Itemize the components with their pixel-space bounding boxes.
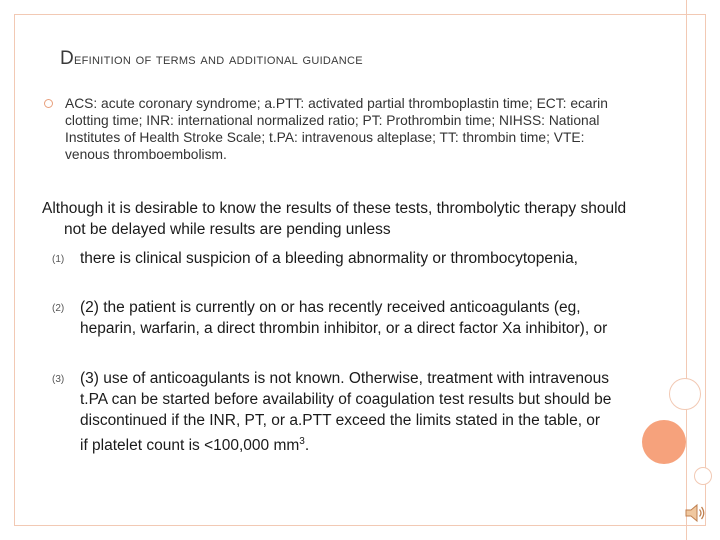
decorative-circle-outline bbox=[669, 378, 701, 410]
list-item-text bbox=[80, 368, 612, 456]
speaker-icon[interactable] bbox=[684, 502, 706, 524]
abbreviations-text: ACS: acute coronary syndrome; a.PTT: activated partial thromboplastin time; ECT: ecarin clotting time; INR: international normalized ratio; PT: Prothrombin time; NIHSS: National Institutes of Health Stroke Scale; t.PA: intravenous alteplase; TT: thrombin time; VTE: venous thromboembolism. bbox=[65, 96, 608, 162]
superscript: 3 bbox=[299, 436, 305, 447]
title-rest: efinition of terms and additional guidance bbox=[74, 51, 363, 68]
list-item bbox=[52, 368, 612, 456]
title-initial: D bbox=[60, 48, 75, 69]
list-item-text: (2) the patient is currently on or has recently received anticoagulants (eg, heparin, warfarin, a direct thrombin inhibitor, or a direct factor Xa inhibitor), or bbox=[80, 299, 608, 337]
list-item-end: . bbox=[304, 437, 310, 455]
abbreviations-bullet bbox=[44, 95, 624, 163]
list-item bbox=[52, 297, 612, 339]
ring-bullet-icon bbox=[44, 99, 53, 108]
decorative-side-line bbox=[686, 0, 687, 540]
list-item-text: there is clinical suspicion of a bleeding abnormality or thrombocytopenia, bbox=[80, 250, 578, 267]
slide-title bbox=[60, 48, 660, 70]
decorative-circle-small bbox=[694, 467, 712, 485]
list-item-marker: (1) bbox=[52, 254, 65, 265]
list-item-body: (3) use of anticoagulants is not known. Otherwise, treatment with intravenous t.PA can be started before availability of coagulation test results but should be discontinued if the INR, PT, or a.PTT exceed the limits stated in the table, or if platelet count is <100,000 mm bbox=[80, 370, 612, 455]
list-item bbox=[52, 248, 612, 269]
list-item-marker: (3) bbox=[52, 374, 65, 385]
decorative-circle-filled bbox=[642, 420, 686, 464]
lead-paragraph: Although it is desirable to know the results of these tests, thrombolytic therapy should not be delayed while results are pending unless bbox=[42, 200, 627, 238]
list-item-marker: (2) bbox=[52, 303, 65, 314]
